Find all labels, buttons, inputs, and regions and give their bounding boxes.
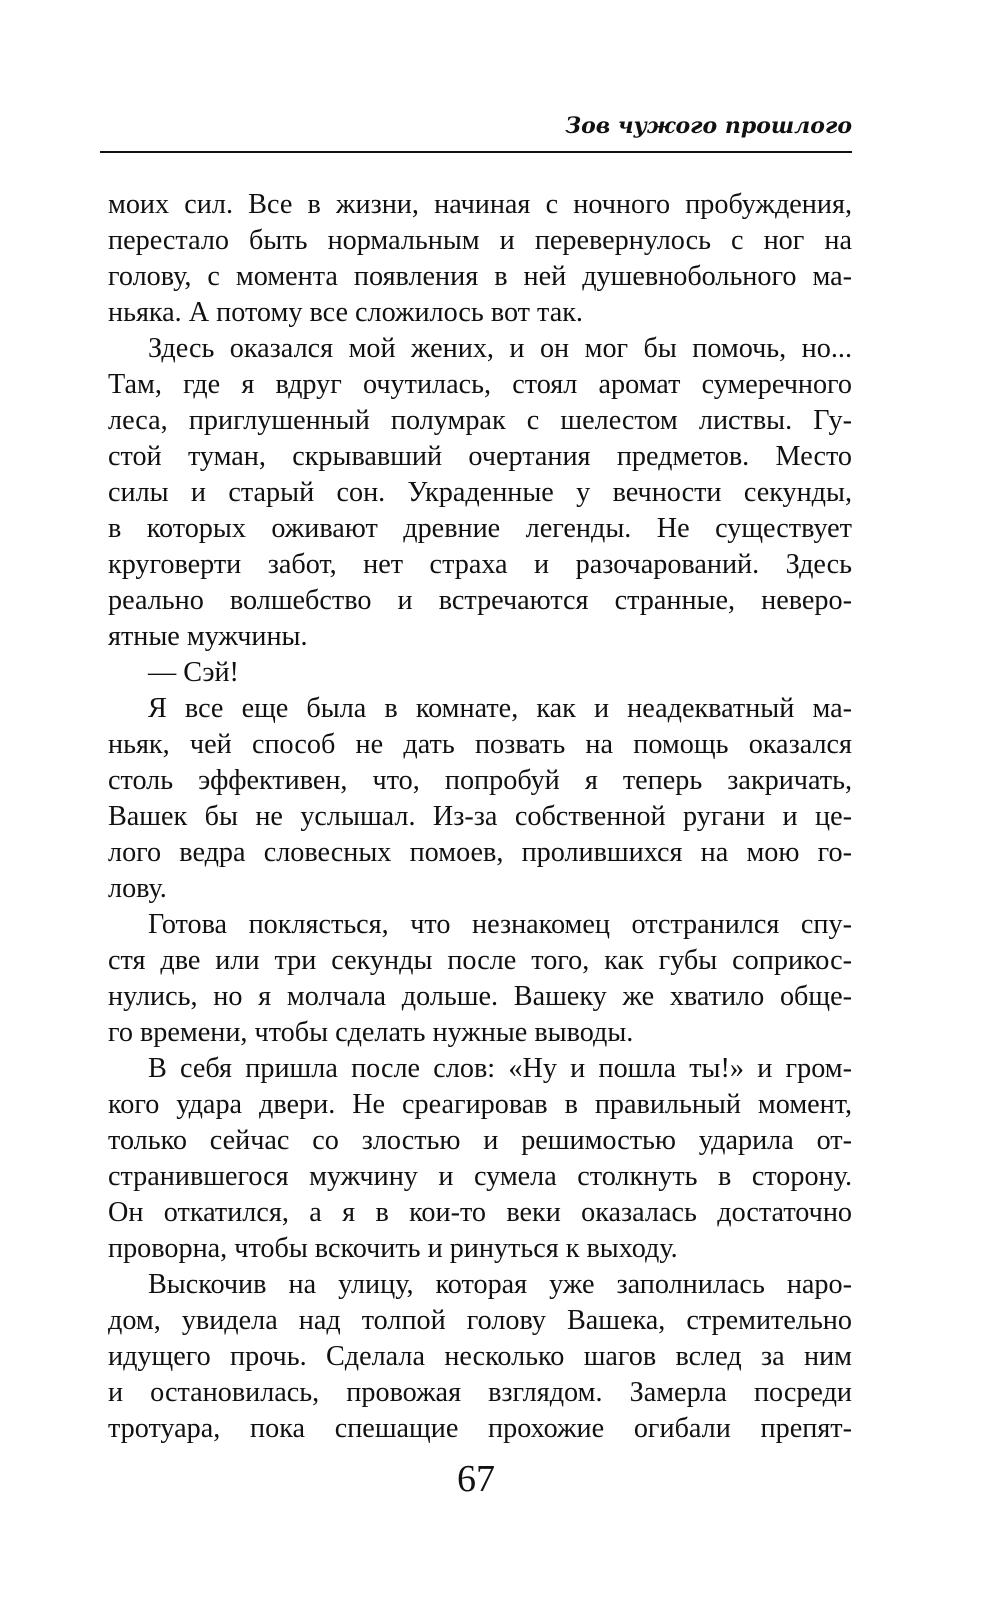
body-text xyxy=(108,187,852,1447)
text-line: только сейчас со злостью и решимостью ударила от- xyxy=(108,1125,852,1156)
text-line: проворна, чтобы вскочить и ринуться к выходу. xyxy=(108,1233,678,1264)
text-line: Здесь оказался мой жених, и он мог бы помочь, но... xyxy=(148,333,852,364)
text-line: тротуара, пока спешащие прохожие огибали препят- xyxy=(108,1413,852,1444)
text-line: Я все еще была в комнате, как и неадекватный ма- xyxy=(148,693,852,724)
text-line: в которых оживают древние легенды. Не существует xyxy=(108,513,852,544)
text-line: круговерти забот, нет страха и разочарований. Здесь xyxy=(108,549,852,580)
text-line: лого ведра словесных помоев, пролившихся на мою го- xyxy=(108,837,852,868)
text-line: странившегося мужчину и сумела столкнуть в сторону. xyxy=(108,1161,852,1192)
text-line: голову, с момента появления в ней душевнобольного ма- xyxy=(108,261,852,292)
text-line: идущего прочь. Сделала несколько шагов вслед за ним xyxy=(108,1341,852,1372)
text-line: перестало быть нормальным и перевернулось с ног на xyxy=(108,225,852,256)
text-line: — Сэй! xyxy=(148,657,239,688)
text-line: Вашек бы не услышал. Из-за собственной ругани и це- xyxy=(108,801,852,832)
text-line: лову. xyxy=(108,873,167,904)
text-line: Там, где я вдруг очутилась, стоял аромат сумеречного xyxy=(108,369,852,400)
text-line: нулись, но я молчала дольше. Вашеку же хватило обще- xyxy=(108,981,852,1012)
text-line: Он откатился, а я в кои-то веки оказалась достаточно xyxy=(108,1197,852,1228)
text-line: и остановилась, провожая взглядом. Замерла посреди xyxy=(108,1377,852,1408)
header-rule xyxy=(100,151,852,153)
text-line: силы и старый сон. Украденные у вечности секунды, xyxy=(108,477,852,508)
text-line: стя две или три секунды после того, как губы соприкос- xyxy=(108,945,852,976)
page-number: 67 xyxy=(457,1458,495,1500)
text-line: Выскочив на улицу, которая уже заполнилась наро- xyxy=(148,1269,852,1300)
text-line: леса, приглушенный полумрак с шелестом листвы. Гу- xyxy=(108,405,852,436)
text-line: ньяка. А потому все сложилось вот так. xyxy=(108,297,583,328)
text-line: реально волшебство и встречаются странные, неверо- xyxy=(108,585,852,616)
text-line: Готова поклясться, что незнакомец отстранился спу- xyxy=(148,909,852,940)
text-line: моих сил. Все в жизни, начиная с ночного пробуждения, xyxy=(108,189,852,220)
text-line: дом, увидела над толпой голову Вашека, стремительно xyxy=(108,1305,852,1336)
running-head-title: Зов чужого прошлого xyxy=(565,113,852,139)
text-line: стой туман, скрывавший очертания предметов. Место xyxy=(108,441,852,472)
text-line: ятные мужчины. xyxy=(108,621,308,652)
text-line: столь эффективен, что, попробуй я теперь закричать, xyxy=(108,765,852,796)
text-line: В себя пришла после слов: «Ну и пошла ты!» и гром- xyxy=(148,1053,852,1084)
text-line: го времени, чтобы сделать нужные выводы. xyxy=(108,1017,634,1048)
text-line: кого удара двери. Не среагировав в правильный момент, xyxy=(108,1089,852,1120)
text-line: ньяк, чей способ не дать позвать на помощь оказался xyxy=(108,729,852,760)
